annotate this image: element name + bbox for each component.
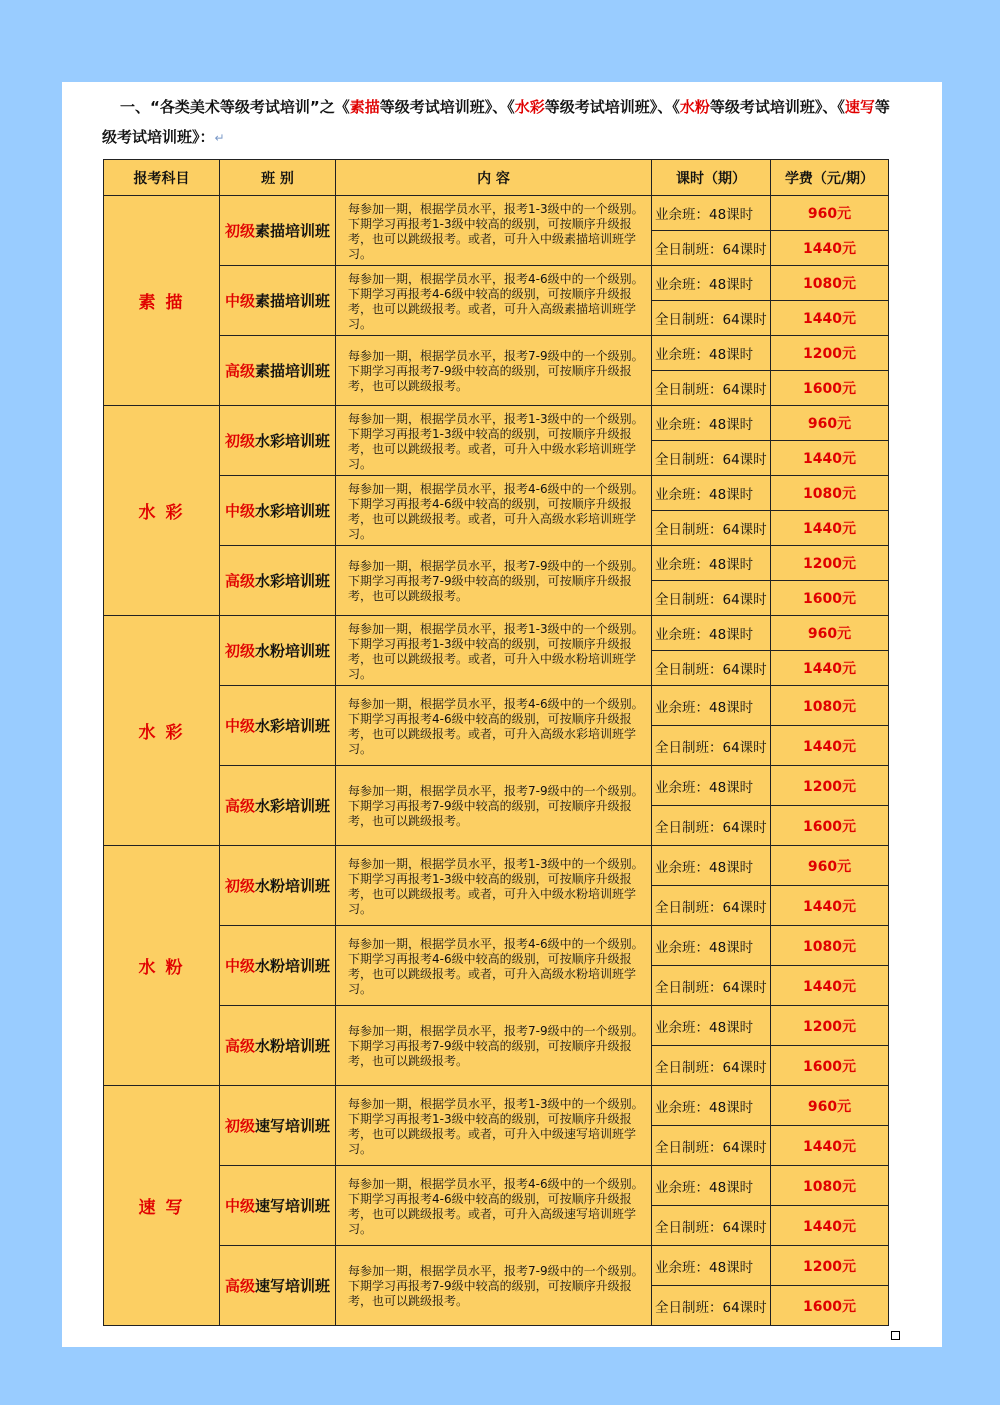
hours-cell: 业余班：48课时 bbox=[652, 1086, 771, 1126]
class-name-cell bbox=[220, 686, 336, 766]
class-name-cell bbox=[220, 1166, 336, 1246]
content-cell: 每参加一期，根据学员水平，报考1-3级中的一个级别。下期学习再报考1-3级中较高的级别，可按顺序升级报考，也可以跳级报考。或者，可升入中级水粉培训班学习。 bbox=[336, 846, 652, 926]
class-name: 速写培训班 bbox=[255, 1277, 331, 1295]
paragraph-mark-icon: ↵ bbox=[214, 131, 225, 145]
table-resize-handle[interactable] bbox=[891, 1331, 900, 1340]
table-row bbox=[104, 196, 889, 231]
class-name-cell bbox=[220, 266, 336, 336]
class-name: 素描培训班 bbox=[255, 222, 331, 240]
hours-cell: 全日制班：64课时 bbox=[652, 231, 771, 266]
class-name-cell bbox=[220, 196, 336, 266]
table-row bbox=[104, 546, 889, 581]
class-name-cell bbox=[220, 616, 336, 686]
table-row bbox=[104, 1246, 889, 1286]
heading-part-3: 、《水粉等级考试培训班》 bbox=[657, 98, 823, 116]
fee-cell: 1600元 bbox=[771, 371, 889, 406]
class-level: 高级 bbox=[224, 1277, 255, 1295]
document-heading bbox=[102, 92, 902, 153]
fee-cell: 1200元 bbox=[771, 766, 889, 806]
class-name-cell bbox=[220, 406, 336, 476]
hours-cell: 业余班：48课时 bbox=[652, 196, 771, 231]
subject-cell: 水 彩 bbox=[104, 406, 220, 616]
fee-cell: 1600元 bbox=[771, 1046, 889, 1086]
fee-cell: 1080元 bbox=[771, 266, 889, 301]
fee-cell: 1080元 bbox=[771, 686, 889, 726]
subject-cell: 水 彩 bbox=[104, 616, 220, 846]
class-name: 水粉培训班 bbox=[255, 1037, 331, 1055]
class-name: 水彩培训班 bbox=[255, 717, 331, 735]
class-level: 初级 bbox=[224, 1117, 255, 1135]
fee-cell: 1080元 bbox=[771, 1166, 889, 1206]
class-name-cell bbox=[220, 846, 336, 926]
fee-cell: 1200元 bbox=[771, 1246, 889, 1286]
class-level: 中级 bbox=[224, 957, 255, 975]
class-name-cell bbox=[220, 336, 336, 406]
table-row bbox=[104, 266, 889, 301]
table-row bbox=[104, 1166, 889, 1206]
class-level: 中级 bbox=[224, 717, 255, 735]
class-level: 初级 bbox=[224, 877, 255, 895]
hours-cell: 业余班：48课时 bbox=[652, 1166, 771, 1206]
heading-prefix: 一、“各类美术等级考试培训”之 bbox=[120, 98, 335, 116]
class-level: 中级 bbox=[224, 1197, 255, 1215]
hours-cell: 业余班：48课时 bbox=[652, 616, 771, 651]
fee-cell: 960元 bbox=[771, 406, 889, 441]
class-name-cell bbox=[220, 1086, 336, 1166]
fee-cell: 1440元 bbox=[771, 231, 889, 266]
class-level: 中级 bbox=[224, 502, 255, 520]
subject-cell: 速 写 bbox=[104, 1086, 220, 1326]
class-name-cell bbox=[220, 926, 336, 1006]
hours-cell: 全日制班：64课时 bbox=[652, 1286, 771, 1326]
hours-cell: 业余班：48课时 bbox=[652, 686, 771, 726]
hours-cell: 全日制班：64课时 bbox=[652, 966, 771, 1006]
fee-cell: 1440元 bbox=[771, 966, 889, 1006]
hours-cell: 业余班：48课时 bbox=[652, 266, 771, 301]
table-row bbox=[104, 616, 889, 651]
hours-cell: 业余班：48课时 bbox=[652, 1246, 771, 1286]
fee-cell: 1200元 bbox=[771, 1006, 889, 1046]
class-level: 高级 bbox=[224, 797, 255, 815]
heading-part-2: 、《水彩等级考试培训班》 bbox=[492, 98, 658, 116]
header-hours: 课时（期） bbox=[652, 160, 771, 196]
hours-cell: 全日制班：64课时 bbox=[652, 371, 771, 406]
content-cell: 每参加一期，根据学员水平，报考4-6级中的一个级别。下期学习再报考4-6级中较高的级别，可按顺序升级报考，也可以跳级报考。或者，可升入高级速写培训班学习。 bbox=[336, 1166, 652, 1246]
table-row bbox=[104, 766, 889, 806]
class-name: 水彩培训班 bbox=[255, 797, 331, 815]
hours-cell: 全日制班：64课时 bbox=[652, 511, 771, 546]
heading-part-1: 《素描等级考试培训班》 bbox=[334, 98, 493, 116]
content-cell: 每参加一期，根据学员水平，报考7-9级中的一个级别。下期学习再报考7-9级中较高的级别，可按顺序升级报考，也可以跳级报考。 bbox=[336, 766, 652, 846]
hours-cell: 业余班：48课时 bbox=[652, 766, 771, 806]
fee-cell: 1200元 bbox=[771, 546, 889, 581]
fee-cell: 1440元 bbox=[771, 1206, 889, 1246]
hours-cell: 业余班：48课时 bbox=[652, 476, 771, 511]
hours-cell: 业余班：48课时 bbox=[652, 336, 771, 371]
heading-part-4: 、《速写等级考试培训班》： bbox=[102, 98, 890, 146]
table-row bbox=[104, 336, 889, 371]
class-name-cell bbox=[220, 1246, 336, 1326]
class-level: 高级 bbox=[224, 1037, 255, 1055]
class-name: 素描培训班 bbox=[255, 292, 331, 310]
content-cell: 每参加一期，根据学员水平，报考1-3级中的一个级别。下期学习再报考1-3级中较高的级别，可按顺序升级报考，也可以跳级报考。或者，可升入中级水彩培训班学习。 bbox=[336, 406, 652, 476]
class-level: 高级 bbox=[224, 572, 255, 590]
class-name: 速写培训班 bbox=[255, 1197, 331, 1215]
content-cell: 每参加一期，根据学员水平，报考4-6级中的一个级别。下期学习再报考4-6级中较高的级别，可按顺序升级报考，也可以跳级报考。或者，可升入高级水粉培训班学习。 bbox=[336, 926, 652, 1006]
content-cell: 每参加一期，根据学员水平，报考7-9级中的一个级别。下期学习再报考7-9级中较高的级别，可按顺序升级报考，也可以跳级报考。 bbox=[336, 336, 652, 406]
fee-cell: 1440元 bbox=[771, 651, 889, 686]
class-name-cell bbox=[220, 766, 336, 846]
hours-cell: 全日制班：64课时 bbox=[652, 1206, 771, 1246]
class-name-cell bbox=[220, 546, 336, 616]
hours-cell: 业余班：48课时 bbox=[652, 406, 771, 441]
fee-cell: 960元 bbox=[771, 616, 889, 651]
fee-cell: 1080元 bbox=[771, 476, 889, 511]
table-row bbox=[104, 1006, 889, 1046]
table-row bbox=[104, 1086, 889, 1126]
class-level: 高级 bbox=[224, 362, 255, 380]
table-row bbox=[104, 846, 889, 886]
document-page bbox=[62, 82, 942, 1347]
subject-cell: 素 描 bbox=[104, 196, 220, 406]
class-name: 素描培训班 bbox=[255, 362, 331, 380]
hours-cell: 全日制班：64课时 bbox=[652, 1046, 771, 1086]
fee-cell: 1600元 bbox=[771, 581, 889, 616]
table-header-row bbox=[104, 160, 889, 196]
hours-cell: 全日制班：64课时 bbox=[652, 806, 771, 846]
class-level: 初级 bbox=[224, 432, 255, 450]
class-name-cell bbox=[220, 1006, 336, 1086]
fee-cell: 1200元 bbox=[771, 336, 889, 371]
content-cell: 每参加一期，根据学员水平，报考7-9级中的一个级别。下期学习再报考7-9级中较高的级别，可按顺序升级报考，也可以跳级报考。 bbox=[336, 546, 652, 616]
content-cell: 每参加一期，根据学员水平，报考4-6级中的一个级别。下期学习再报考4-6级中较高的级别，可按顺序升级报考，也可以跳级报考。或者，可升入高级水彩培训班学习。 bbox=[336, 476, 652, 546]
content-cell: 每参加一期，根据学员水平，报考7-9级中的一个级别。下期学习再报考7-9级中较高的级别，可按顺序升级报考，也可以跳级报考。 bbox=[336, 1006, 652, 1086]
class-name: 水彩培训班 bbox=[255, 432, 331, 450]
class-name: 水粉培训班 bbox=[255, 877, 331, 895]
subject-cell: 水 粉 bbox=[104, 846, 220, 1086]
fee-cell: 960元 bbox=[771, 846, 889, 886]
content-cell: 每参加一期，根据学员水平，报考7-9级中的一个级别。下期学习再报考7-9级中较高的级别，可按顺序升级报考，也可以跳级报考。 bbox=[336, 1246, 652, 1326]
header-class: 班 别 bbox=[220, 160, 336, 196]
fee-cell: 1440元 bbox=[771, 511, 889, 546]
hours-cell: 业余班：48课时 bbox=[652, 546, 771, 581]
hours-cell: 全日制班：64课时 bbox=[652, 886, 771, 926]
class-name: 水彩培训班 bbox=[255, 572, 331, 590]
class-name: 水粉培训班 bbox=[255, 957, 331, 975]
class-level: 初级 bbox=[224, 642, 255, 660]
hours-cell: 全日制班：64课时 bbox=[652, 726, 771, 766]
content-cell: 每参加一期，根据学员水平，报考1-3级中的一个级别。下期学习再报考1-3级中较高的级别，可按顺序升级报考，也可以跳级报考。或者，可升入中级水粉培训班学习。 bbox=[336, 616, 652, 686]
class-level: 中级 bbox=[224, 292, 255, 310]
header-subject: 报考科目 bbox=[104, 160, 220, 196]
content-cell: 每参加一期，根据学员水平，报考4-6级中的一个级别。下期学习再报考4-6级中较高的级别，可按顺序升级报考，也可以跳级报考。或者，可升入高级水彩培训班学习。 bbox=[336, 686, 652, 766]
fee-cell: 1440元 bbox=[771, 726, 889, 766]
class-name: 水粉培训班 bbox=[255, 642, 331, 660]
class-name: 速写培训班 bbox=[255, 1117, 331, 1135]
fee-cell: 1440元 bbox=[771, 886, 889, 926]
header-content: 内 容 bbox=[336, 160, 652, 196]
table-row bbox=[104, 926, 889, 966]
fee-cell: 1440元 bbox=[771, 301, 889, 336]
fee-cell: 960元 bbox=[771, 196, 889, 231]
hours-cell: 业余班：48课时 bbox=[652, 926, 771, 966]
hours-cell: 全日制班：64课时 bbox=[652, 581, 771, 616]
hours-cell: 全日制班：64课时 bbox=[652, 1126, 771, 1166]
header-fee: 学费（元/期） bbox=[771, 160, 889, 196]
fee-cell: 960元 bbox=[771, 1086, 889, 1126]
class-level: 初级 bbox=[224, 222, 255, 240]
fee-table bbox=[103, 159, 889, 1326]
hours-cell: 业余班：48课时 bbox=[652, 846, 771, 886]
hours-cell: 全日制班：64课时 bbox=[652, 301, 771, 336]
table-row bbox=[104, 686, 889, 726]
fee-cell: 1600元 bbox=[771, 1286, 889, 1326]
table-row bbox=[104, 476, 889, 511]
fee-cell: 1600元 bbox=[771, 806, 889, 846]
hours-cell: 全日制班：64课时 bbox=[652, 441, 771, 476]
fee-cell: 1080元 bbox=[771, 926, 889, 966]
content-cell: 每参加一期，根据学员水平，报考4-6级中的一个级别。下期学习再报考4-6级中较高的级别，可按顺序升级报考，也可以跳级报考。或者，可升入高级素描培训班学习。 bbox=[336, 266, 652, 336]
fee-cell: 1440元 bbox=[771, 441, 889, 476]
fee-cell: 1440元 bbox=[771, 1126, 889, 1166]
content-cell: 每参加一期，根据学员水平，报考1-3级中的一个级别。下期学习再报考1-3级中较高的级别，可按顺序升级报考，也可以跳级报考。或者，可升入中级速写培训班学习。 bbox=[336, 1086, 652, 1166]
hours-cell: 全日制班：64课时 bbox=[652, 651, 771, 686]
class-name-cell bbox=[220, 476, 336, 546]
content-cell: 每参加一期，根据学员水平，报考1-3级中的一个级别。下期学习再报考1-3级中较高的级别，可按顺序升级报考，也可以跳级报考。或者，可升入中级素描培训班学习。 bbox=[336, 196, 652, 266]
class-name: 水彩培训班 bbox=[255, 502, 331, 520]
table-row bbox=[104, 406, 889, 441]
hours-cell: 业余班：48课时 bbox=[652, 1006, 771, 1046]
